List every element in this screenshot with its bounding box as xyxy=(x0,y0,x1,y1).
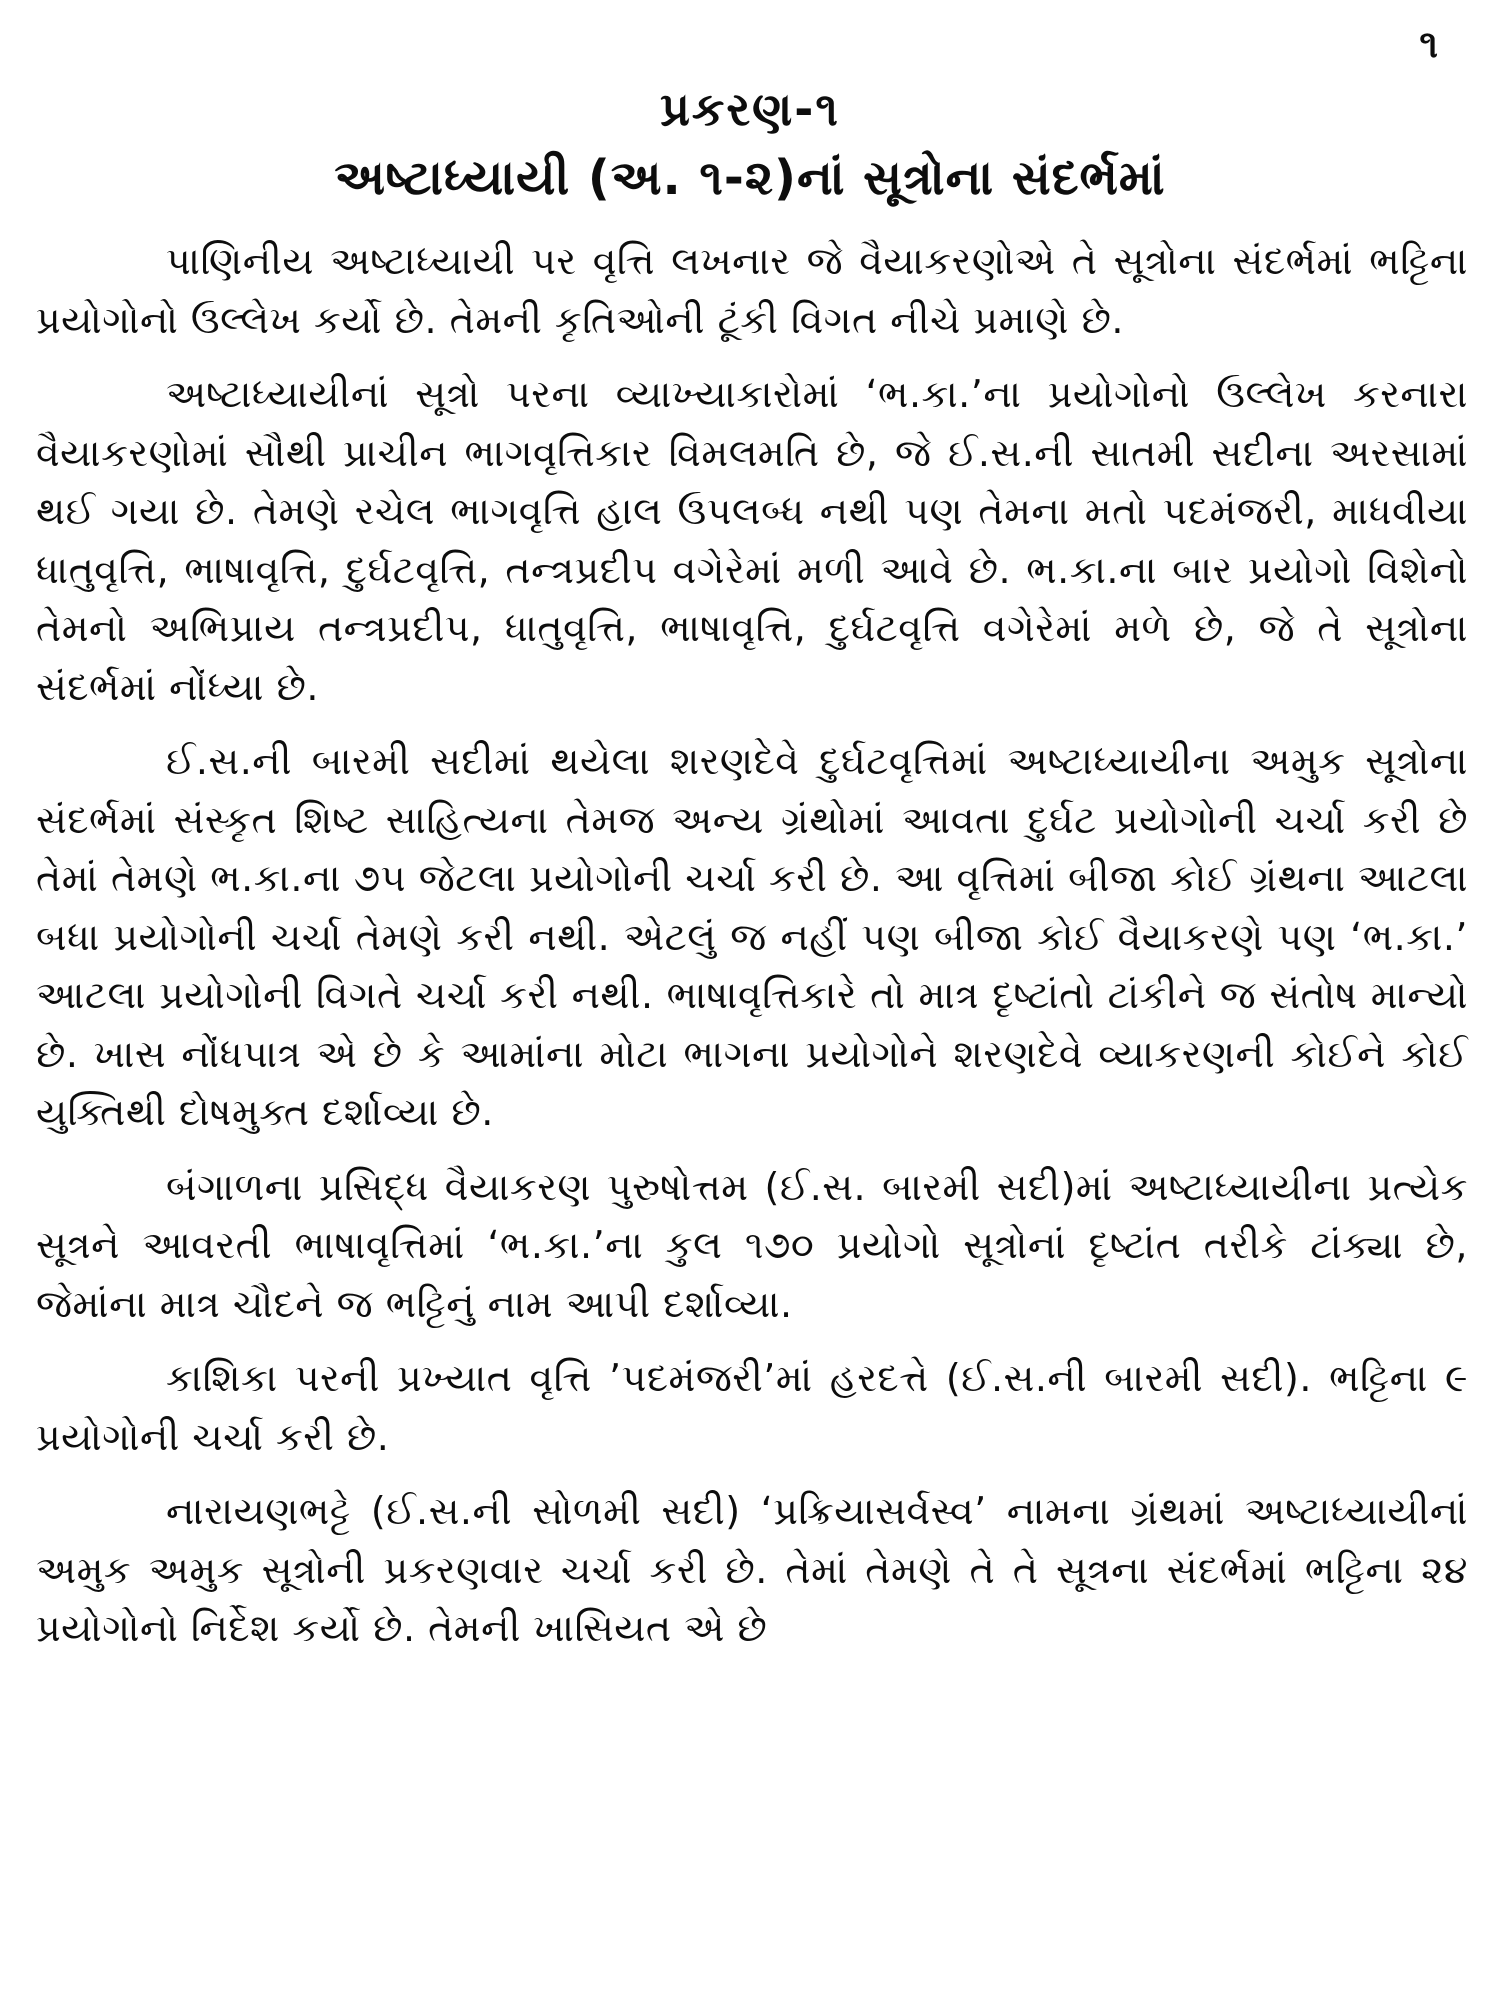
body-text xyxy=(36,232,1468,1674)
chapter-title: અષ્ટાધ્યાયી (અ. ૧-૨)નાં સૂત્રોના સંદર્ભમાં xyxy=(334,150,1166,206)
paragraph-5: કાશિકા પરની પ્રખ્યાત વૃત્તિ ’પદમંજરી’માં હરદત્તે (ઈ.સ.ની બારમી સદી). ભટ્ટિના ૯ પ્રયોગોની ચર્ચા કરી છે. xyxy=(36,1356,1468,1459)
paragraph-4: બંગાળના પ્રસિદ્ધ વૈયાકરણ પુરુષોત્તમ (ઈ.સ. બારમી સદી)માં અષ્ટાધ્યાયીના પ્રત્યેક સૂત્રને આવરતી ભાષાવૃત્તિમાં ‘ભ.કા.’ના કુલ ૧૭૦ પ્રયોગો સૂત્રોનાં દૃષ્ટાંત તરીકે ટાંક્યા છે, જેમાંના માત્ર ચૌદને જ ભટ્ટિનું નામ આપી દર્શાવ્યા. xyxy=(36,1164,1468,1326)
paragraph-2: અષ્ટાધ્યાયીનાં સૂત્રો પરના વ્યાખ્યાકારોમાં ‘ભ.કા.’ના પ્રયોગોનો ઉલ્લેખ કરનારા વૈયાકરણોમાં સૌથી પ્રાચીન ભાગવૃત્તિકાર વિમલમતિ છે, જે ઈ.સ.ની સાતમી સદીના અરસામાં થઈ ગયા છે. તેમણે રચેલ ભાગવૃત્તિ હાલ ઉપલબ્ધ નથી પણ તેમના મતો પદમંજરી, માધવીયા ધાતુવૃત્તિ, ભાષાવૃત્તિ, દુર્ઘટવૃત્તિ, તન્ત્રપ્રદીપ વગેરેમાં મળી આવે છે. ભ.કા.ના બાર પ્રયોગો વિશેનો તેમનો અભિપ્રાય તન્ત્રપ્રદીપ, ધાતુવૃત્તિ, ભાષાવૃત્તિ, દુર્ઘટવૃત્તિ વગેરેમાં મળે છે, જે તે સૂત્રોના સંદર્ભમાં નોંધ્યા છે. xyxy=(36,372,1468,709)
paragraph-1: પાણિનીય અષ્ટાધ્યાયી પર વૃત્તિ લખનાર જે વૈયાકરણોએ તે સૂત્રોના સંદર્ભમાં ભટ્ટિના પ્રયોગોનો ઉલ્લેખ કર્યો છે. તેમની કૃતિઓની ટૂંકી વિગત નીચે પ્રમાણે છે. xyxy=(36,239,1468,342)
chapter-label: પ્રકરણ-૧ xyxy=(660,82,840,136)
page-number: ૧ xyxy=(1419,22,1438,66)
paragraph-6: નારાયણભટ્ટે (ઈ.સ.ની સોળમી સદી) ‘પ્રક્રિયાસર્વસ્વ’ નામના ગ્રંથમાં અષ્ટાધ્યાયીનાં અમુક અમુક સૂત્રોની પ્રકરણવાર ચર્ચા કરી છે. તેમાં તેમણે તે તે સૂત્રના સંદર્ભમાં ભટ્ટિના ૨૪ પ્રયોગોનો નિર્દેશ કર્યો છે. તેમની ખાસિયત એ છે xyxy=(36,1489,1468,1650)
paragraph-3: ઈ.સ.ની બારમી સદીમાં થયેલા શરણદેવે દુર્ઘટવૃત્તિમાં અષ્ટાધ્યાયીના અમુક સૂત્રોના સંદર્ભમાં સંસ્કૃત શિષ્ટ સાહિત્યના તેમજ અન્ય ગ્રંથોમાં આવતા દુર્ઘટ પ્રયોગોની ચર્ચા કરી છે તેમાં તેમણે ભ.કા.ના ૭૫ જેટલા પ્રયોગોની ચર્ચા કરી છે. આ વૃત્તિમાં બીજા કોઈ ગ્રંથના આટલા બધા પ્રયોગોની ચર્ચા તેમણે કરી નથી. એટલું જ નહીં પણ બીજા કોઈ વૈયાકરણે પણ ‘ભ.કા.’ આટલા પ્રયોગોની વિગતે ચર્ચા કરી નથી. ભાષાવૃત્તિકારે તો માત્ર દૃષ્ટાંતો ટાંકીને જ સંતોષ માન્યો છે. ખાસ નોંધપાત્ર એ છે કે આમાંના મોટા ભાગના પ્રયોગોને શરણદેવે વ્યાકરણની કોઈને કોઈ યુક્તિથી દોષમુક્ત દર્શાવ્યા છે. xyxy=(36,739,1468,1134)
